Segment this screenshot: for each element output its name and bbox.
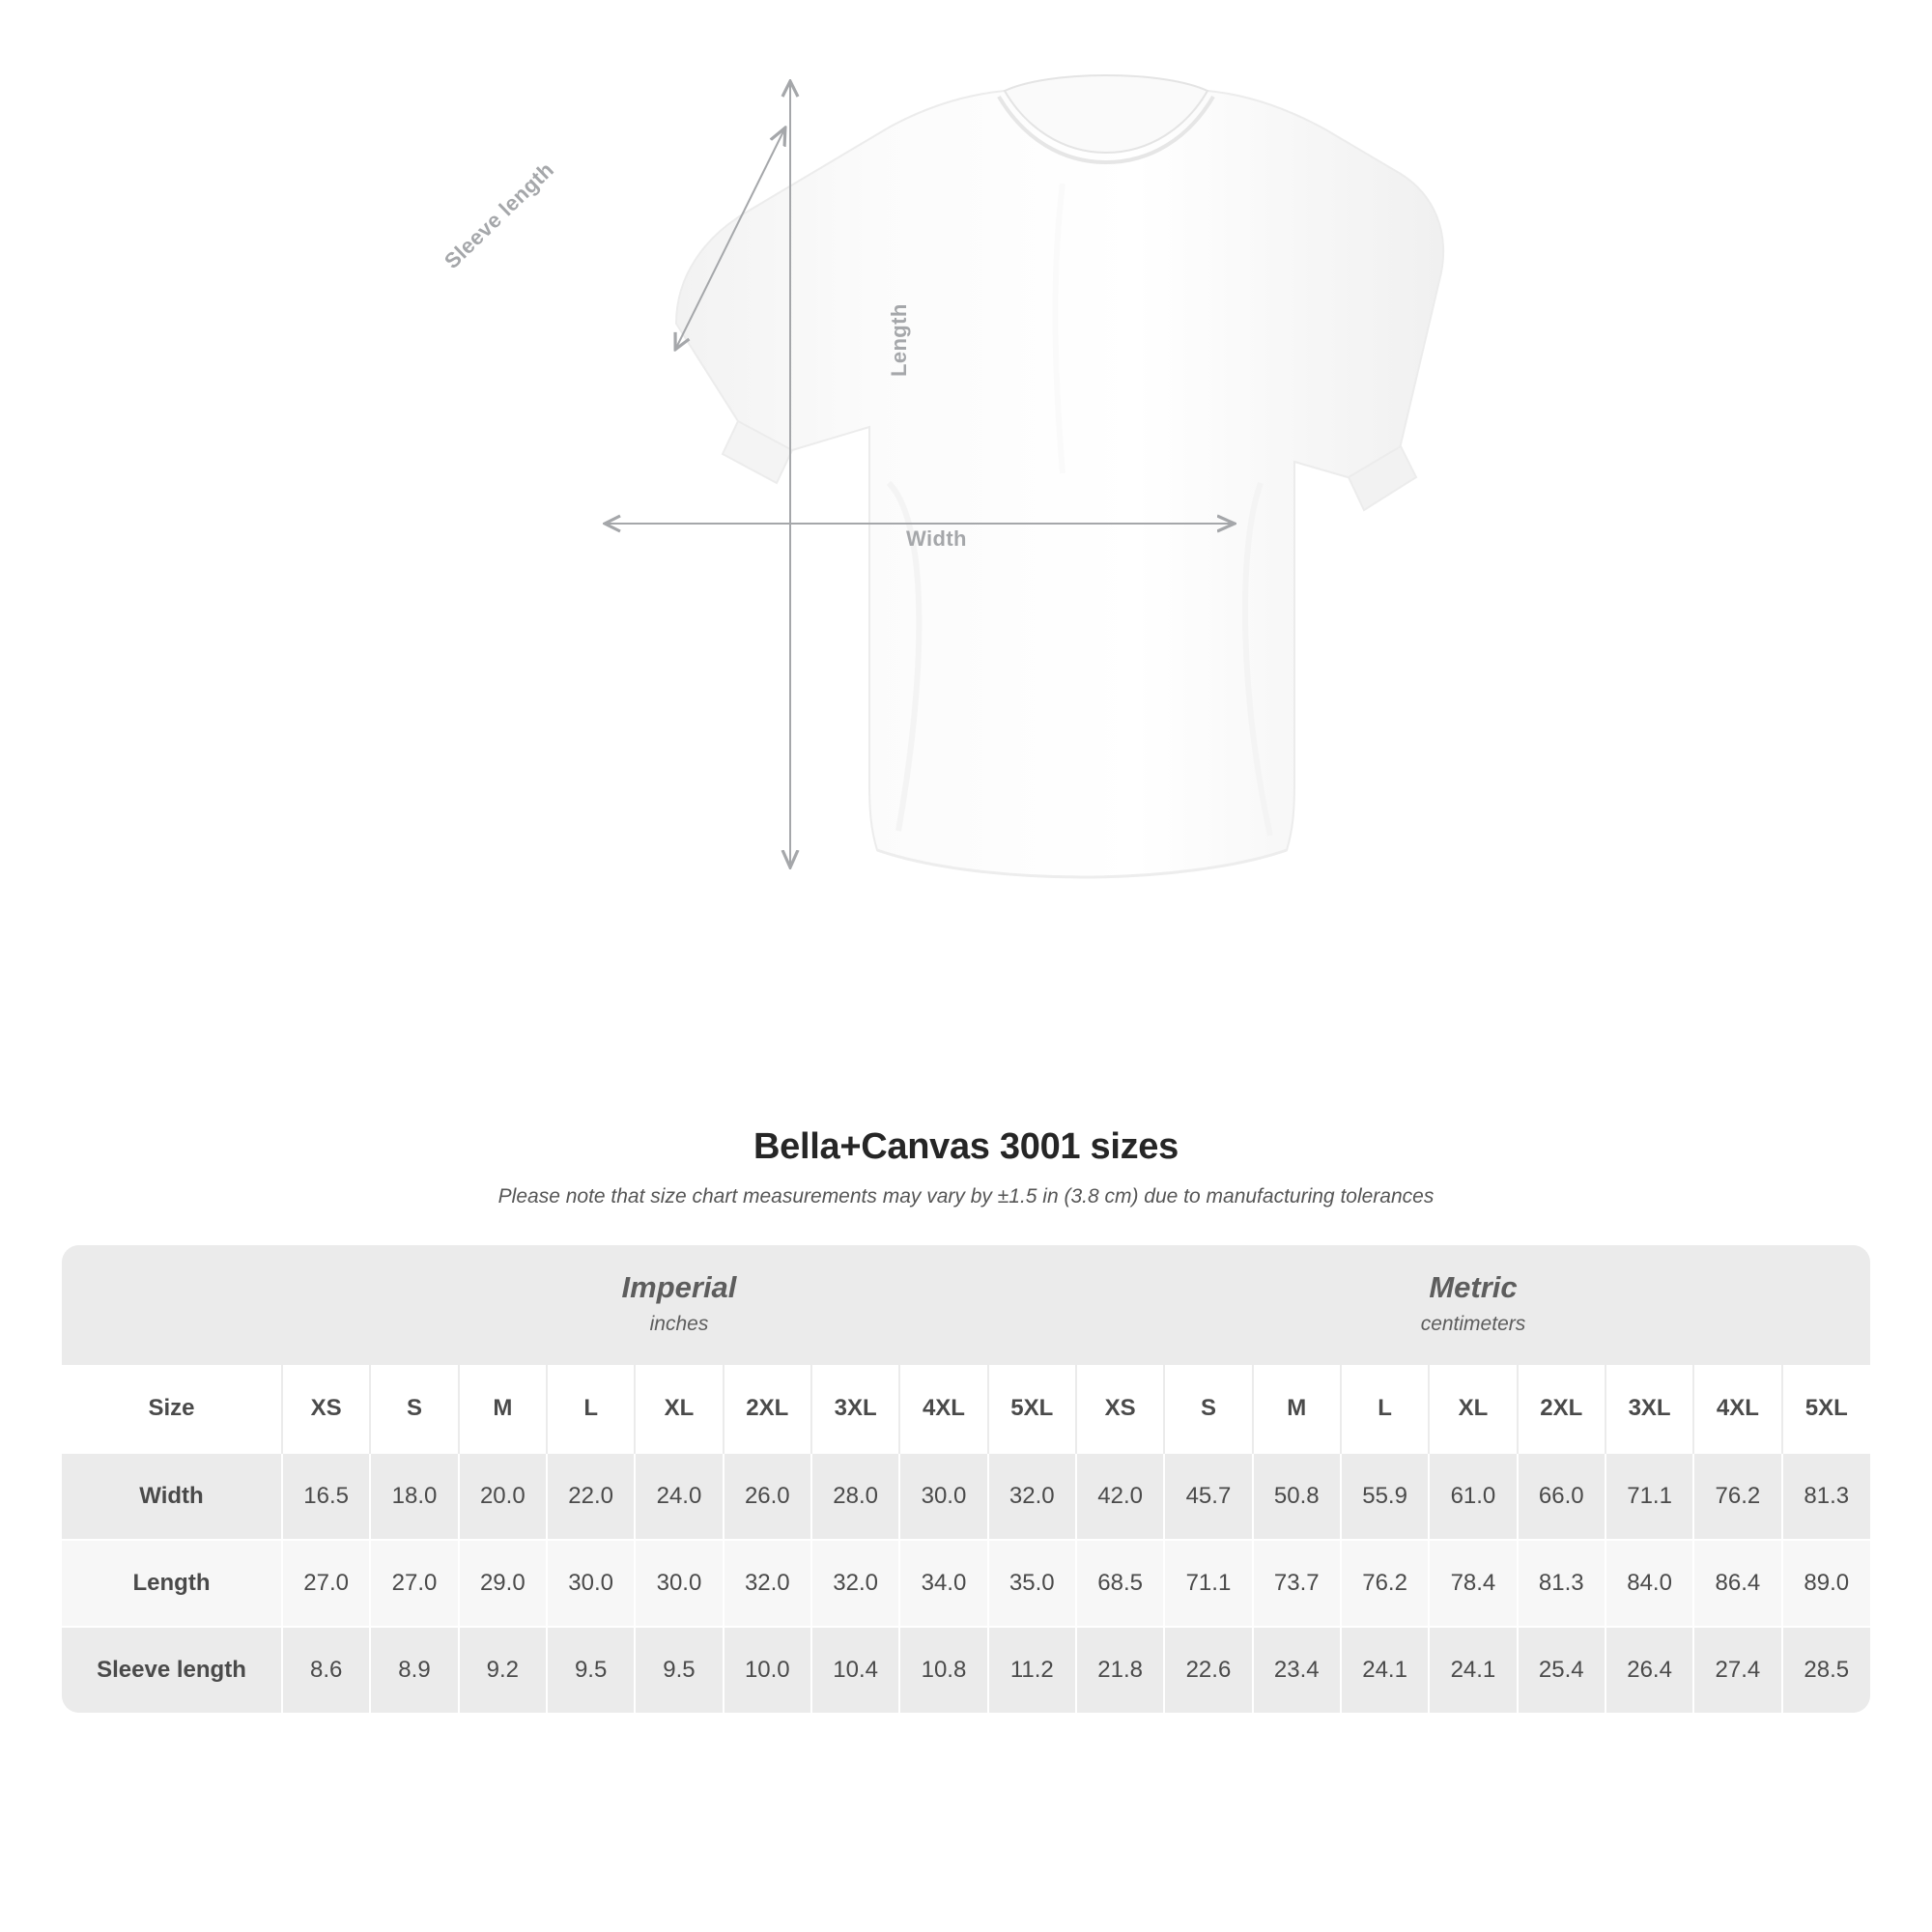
size-cell: 5XL	[988, 1365, 1076, 1453]
row-label-length: Length	[62, 1540, 282, 1627]
value-cell: 73.7	[1253, 1540, 1341, 1627]
value-cell: 28.5	[1782, 1627, 1870, 1713]
value-cell: 89.0	[1782, 1540, 1870, 1627]
size-table	[62, 1245, 1870, 1713]
value-cell: 27.0	[282, 1540, 370, 1627]
value-cell: 26.4	[1605, 1627, 1693, 1713]
value-cell: 68.5	[1076, 1540, 1164, 1627]
size-cell: S	[370, 1365, 458, 1453]
value-cell: 10.0	[724, 1627, 811, 1713]
value-cell: 71.1	[1164, 1540, 1252, 1627]
table-row	[62, 1540, 1870, 1627]
value-cell: 71.1	[1605, 1453, 1693, 1540]
value-cell: 76.2	[1341, 1540, 1429, 1627]
unit-header-spacer	[62, 1245, 282, 1365]
size-cell: 3XL	[1605, 1365, 1693, 1453]
size-header-row	[62, 1365, 1870, 1453]
value-cell: 24.1	[1341, 1627, 1429, 1713]
value-cell: 45.7	[1164, 1453, 1252, 1540]
value-cell: 22.0	[547, 1453, 635, 1540]
value-cell: 21.8	[1076, 1627, 1164, 1713]
value-cell: 8.6	[282, 1627, 370, 1713]
value-cell: 9.5	[635, 1627, 723, 1713]
value-cell: 84.0	[1605, 1540, 1693, 1627]
size-cell: M	[459, 1365, 547, 1453]
value-cell: 27.0	[370, 1540, 458, 1627]
value-cell: 25.4	[1518, 1627, 1605, 1713]
value-cell: 32.0	[811, 1540, 899, 1627]
value-cell: 35.0	[988, 1540, 1076, 1627]
row-label-sleeve-length: Sleeve length	[62, 1627, 282, 1713]
size-cell: S	[1164, 1365, 1252, 1453]
value-cell: 32.0	[724, 1540, 811, 1627]
value-cell: 78.4	[1429, 1540, 1517, 1627]
size-cell: XS	[1076, 1365, 1164, 1453]
size-cell: L	[1341, 1365, 1429, 1453]
size-cell: 2XL	[724, 1365, 811, 1453]
value-cell: 9.2	[459, 1627, 547, 1713]
size-cell: 4XL	[1693, 1365, 1781, 1453]
value-cell: 30.0	[899, 1453, 987, 1540]
metric-sub-label: centimeters	[1420, 1313, 1526, 1335]
value-cell: 66.0	[1518, 1453, 1605, 1540]
metric-label: Metric	[1429, 1270, 1518, 1304]
size-row-label: Size	[62, 1365, 282, 1453]
value-cell: 55.9	[1341, 1453, 1429, 1540]
value-cell: 29.0	[459, 1540, 547, 1627]
value-cell: 27.4	[1693, 1627, 1781, 1713]
size-cell: 3XL	[811, 1365, 899, 1453]
chart-heading	[0, 1126, 1932, 1208]
value-cell: 9.5	[547, 1627, 635, 1713]
length-label: Length	[887, 303, 911, 377]
value-cell: 24.0	[635, 1453, 723, 1540]
unit-header-imperial	[282, 1245, 1076, 1365]
value-cell: 81.3	[1782, 1453, 1870, 1540]
imperial-sub-label: inches	[649, 1313, 709, 1335]
size-cell: XS	[282, 1365, 370, 1453]
size-cell: 2XL	[1518, 1365, 1605, 1453]
unit-header-metric	[1076, 1245, 1870, 1365]
size-cell: 5XL	[1782, 1365, 1870, 1453]
value-cell: 10.8	[899, 1627, 987, 1713]
tolerance-note: Please note that size chart measurements may vary by ±1.5 in (3.8 cm) due to manufacturing tolerances	[497, 1185, 1435, 1208]
size-table-container	[62, 1245, 1870, 1713]
size-cell: XL	[1429, 1365, 1517, 1453]
size-cell: XL	[635, 1365, 723, 1453]
value-cell: 8.9	[370, 1627, 458, 1713]
value-cell: 22.6	[1164, 1627, 1252, 1713]
value-cell: 18.0	[370, 1453, 458, 1540]
size-cell: M	[1253, 1365, 1341, 1453]
unit-header-row	[62, 1245, 1870, 1365]
value-cell: 10.4	[811, 1627, 899, 1713]
row-label-width: Width	[62, 1453, 282, 1540]
size-cell: 4XL	[899, 1365, 987, 1453]
value-cell: 26.0	[724, 1453, 811, 1540]
value-cell: 28.0	[811, 1453, 899, 1540]
value-cell: 76.2	[1693, 1453, 1781, 1540]
table-row	[62, 1627, 1870, 1713]
page-title: Bella+Canvas 3001 sizes	[753, 1126, 1179, 1167]
value-cell: 24.1	[1429, 1627, 1517, 1713]
dimension-arrows	[386, 68, 1468, 1053]
value-cell: 32.0	[988, 1453, 1076, 1540]
value-cell: 30.0	[547, 1540, 635, 1627]
value-cell: 34.0	[899, 1540, 987, 1627]
value-cell: 11.2	[988, 1627, 1076, 1713]
sleeve-length-label: Sleeve length	[440, 156, 559, 273]
value-cell: 81.3	[1518, 1540, 1605, 1627]
value-cell: 42.0	[1076, 1453, 1164, 1540]
value-cell: 20.0	[459, 1453, 547, 1540]
width-label: Width	[906, 526, 967, 551]
table-row	[62, 1453, 1870, 1540]
size-cell: L	[547, 1365, 635, 1453]
value-cell: 30.0	[635, 1540, 723, 1627]
value-cell: 50.8	[1253, 1453, 1341, 1540]
value-cell: 23.4	[1253, 1627, 1341, 1713]
value-cell: 16.5	[282, 1453, 370, 1540]
imperial-label: Imperial	[621, 1270, 737, 1304]
value-cell: 61.0	[1429, 1453, 1517, 1540]
value-cell: 86.4	[1693, 1540, 1781, 1627]
